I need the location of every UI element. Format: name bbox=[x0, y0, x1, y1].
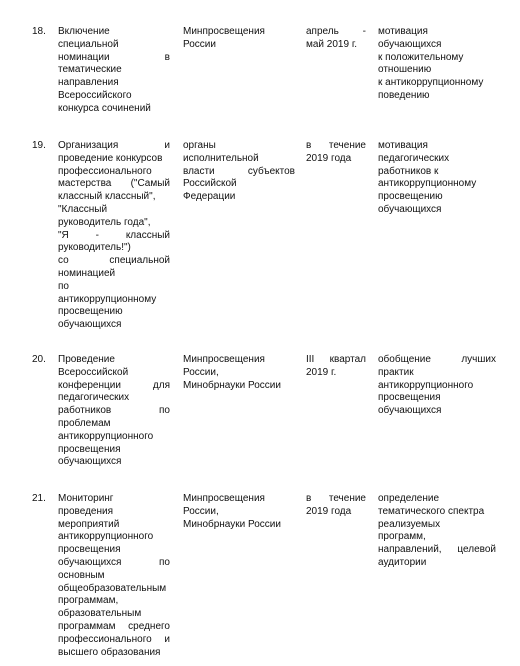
task-line: просвещения bbox=[58, 443, 121, 455]
task-line: общеобразовательным bbox=[58, 582, 167, 594]
term-line: апрель - bbox=[306, 26, 366, 37]
row-number: 21. bbox=[32, 493, 46, 504]
result-line: программ, bbox=[378, 531, 426, 543]
result-cell bbox=[378, 26, 496, 103]
task-line: "Классный bbox=[58, 203, 108, 215]
row-number: 18. bbox=[32, 26, 46, 37]
result-line: обобщение лучших bbox=[378, 354, 496, 365]
task-line: направления bbox=[58, 77, 119, 89]
executor-cell bbox=[183, 140, 295, 204]
task-line: руководитель года", bbox=[58, 216, 151, 228]
task-line: проведения bbox=[58, 505, 113, 517]
task-line: высшего образования bbox=[58, 646, 161, 658]
task-line: профессионального и bbox=[58, 633, 170, 645]
task-line: со специальной bbox=[58, 255, 170, 267]
executor-line: Минпросвещения bbox=[183, 354, 265, 365]
executor-cell bbox=[183, 354, 295, 392]
result-line: к положительному bbox=[378, 51, 464, 63]
task-line: номинации в bbox=[58, 51, 170, 63]
task-line: педагогических bbox=[58, 392, 130, 404]
task-cell bbox=[58, 26, 170, 116]
result-line: антикоррупционному bbox=[378, 178, 477, 190]
result-line: просвещения bbox=[378, 392, 441, 404]
task-line: специальной bbox=[58, 38, 119, 50]
result-cell bbox=[378, 354, 496, 418]
executor-line: России, bbox=[183, 505, 219, 517]
task-line: классный классный", bbox=[58, 191, 156, 203]
task-line: просвещению bbox=[58, 306, 123, 318]
result-line: определение bbox=[378, 493, 440, 504]
result-line: отношению bbox=[378, 64, 432, 76]
task-line: антикоррупционному bbox=[58, 293, 157, 305]
executor-line: органы bbox=[183, 140, 216, 151]
task-line: обучающихся bbox=[58, 319, 122, 331]
executor-line: власти субъектов bbox=[183, 165, 295, 177]
row-number: 19. bbox=[32, 140, 46, 151]
task-line: руководитель!") bbox=[58, 242, 131, 254]
task-line: антикоррупционного bbox=[58, 430, 154, 442]
term-line: май 2019 г. bbox=[306, 38, 358, 50]
result-line: поведению bbox=[378, 89, 430, 101]
task-line: проведение конкурсов bbox=[58, 152, 163, 164]
task-line: мастерства ("Самый bbox=[58, 178, 170, 190]
executor-cell bbox=[183, 26, 295, 52]
task-line: Организация и bbox=[58, 140, 170, 151]
executor-line: России bbox=[183, 38, 216, 50]
term-line: в течение bbox=[306, 493, 366, 504]
task-line: номинацией bbox=[58, 267, 116, 279]
term-line: 2019 года bbox=[306, 152, 352, 164]
executor-line: Минобрнауки России bbox=[183, 379, 281, 391]
task-line: программам, bbox=[58, 595, 119, 607]
task-line: основным bbox=[58, 569, 105, 581]
term-line: 2019 г. bbox=[306, 366, 337, 378]
executor-line: Минобрнауки России bbox=[183, 518, 281, 530]
result-line: тематического спектра bbox=[378, 505, 485, 517]
task-line: Проведение bbox=[58, 354, 115, 365]
result-cell bbox=[378, 493, 496, 570]
result-line: обучающихся bbox=[378, 203, 442, 215]
result-line: реализуемых bbox=[378, 518, 441, 530]
result-line: к антикоррупционному bbox=[378, 77, 484, 89]
task-line: Всероссийского bbox=[58, 89, 132, 101]
term-cell bbox=[306, 26, 366, 52]
executor-cell bbox=[183, 493, 295, 531]
term-line: 2019 года bbox=[306, 505, 352, 517]
task-line: "Я - классный bbox=[58, 229, 170, 241]
task-line: обучающихся bbox=[58, 456, 122, 468]
term-cell bbox=[306, 493, 366, 519]
result-line: антикоррупционного bbox=[378, 379, 474, 391]
result-line: направлений, целевой bbox=[378, 544, 496, 556]
task-line: тематические bbox=[58, 64, 122, 76]
row-number: 20. bbox=[32, 354, 46, 365]
task-line: образовательным bbox=[58, 608, 142, 620]
task-line: обучающихся по bbox=[58, 556, 170, 568]
result-line: просвещению bbox=[378, 191, 443, 203]
result-line: педагогических bbox=[378, 152, 450, 164]
executor-line: России, bbox=[183, 366, 219, 378]
task-line: Мониторинг bbox=[58, 493, 114, 504]
executor-line: исполнительной bbox=[183, 152, 259, 164]
task-cell bbox=[58, 140, 170, 332]
task-cell bbox=[58, 493, 170, 659]
task-line: конкурса сочинений bbox=[58, 102, 151, 114]
task-line: антикоррупционного bbox=[58, 531, 154, 543]
result-line: обучающихся bbox=[378, 405, 442, 417]
executor-line: Федерации bbox=[183, 191, 236, 203]
executor-line: Минпросвещения bbox=[183, 26, 265, 37]
task-line: Включение bbox=[58, 26, 110, 37]
task-line: по bbox=[58, 280, 69, 292]
task-line: работников по bbox=[58, 405, 170, 417]
task-cell bbox=[58, 354, 170, 469]
result-cell bbox=[378, 140, 496, 217]
task-line: проблемам bbox=[58, 417, 111, 429]
task-line: программам среднего bbox=[58, 620, 170, 632]
result-line: аудитории bbox=[378, 556, 427, 568]
task-line: профессионального bbox=[58, 165, 152, 177]
term-cell bbox=[306, 354, 366, 380]
result-line: работников к bbox=[378, 165, 439, 177]
result-line: практик bbox=[378, 366, 414, 378]
result-line: мотивация bbox=[378, 140, 428, 151]
task-line: мероприятий bbox=[58, 518, 120, 530]
task-line: просвещения bbox=[58, 544, 121, 556]
result-line: обучающихся bbox=[378, 38, 442, 50]
task-line: Всероссийской bbox=[58, 366, 129, 378]
executor-line: Российской bbox=[183, 178, 237, 190]
executor-line: Минпросвещения bbox=[183, 493, 265, 504]
task-line: конференции для bbox=[58, 379, 170, 391]
result-line: мотивация bbox=[378, 26, 428, 37]
term-line: в течение bbox=[306, 140, 366, 151]
term-line: III квартал bbox=[306, 354, 366, 365]
term-cell bbox=[306, 140, 366, 166]
